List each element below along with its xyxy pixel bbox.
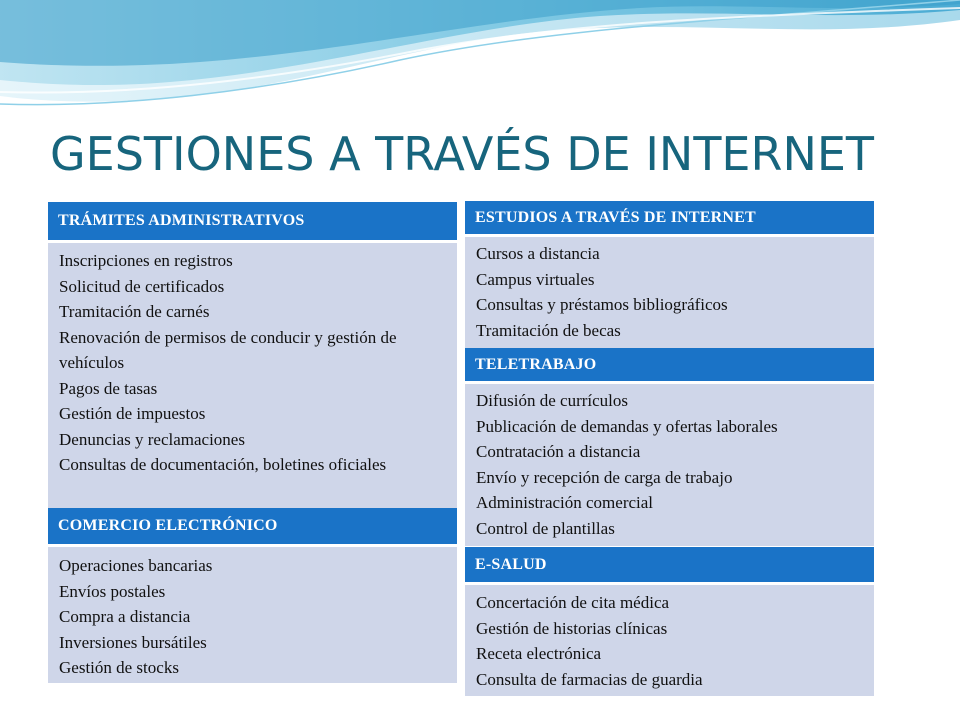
tramites-header: TRÁMITES ADMINISTRATIVOS [48,202,457,243]
estudios-list [465,237,874,348]
list-item: Campus virtuales [476,269,595,289]
list-item: Renovación de permisos de conducir y gestión de vehículos [59,327,397,372]
list-item: Receta electrónica [476,644,602,663]
esalud-section [465,547,874,696]
estudios-section [465,201,874,348]
esalud-list [465,585,874,696]
list-item: Concertación de cita médica [476,593,670,612]
list-item: Solicitud de certificados [59,276,225,296]
list-item: Operaciones bancarias [59,556,213,575]
list-item: Contratación a distancia [476,442,641,461]
comercio-list [48,547,457,683]
list-item: Consulta de farmacias de guardia [476,669,703,689]
teletrabajo-list [465,384,874,546]
teletrabajo-header: TELETRABAJO [465,348,874,384]
estudios-header: ESTUDIOS A TRAVÉS DE INTERNET [465,201,874,237]
list-item: Pagos de tasas [59,378,158,398]
list-item: Gestión de stocks [59,658,179,677]
teletrabajo-section [465,348,874,546]
list-item: Consultas y préstamos bibliográficos [476,295,728,314]
comercio-section [48,508,457,683]
list-item: Denuncias y reclamaciones [59,429,245,449]
page-title: GESTIONES A TRAVÉS DE INTERNET [50,127,875,181]
list-item: Envíos postales [59,581,166,601]
tramites-list [48,243,457,508]
esalud-header: E-SALUD [465,547,874,585]
list-item: Control de plantillas [476,518,615,538]
list-item: Inversiones bursátiles [59,632,207,652]
list-item: Compra a distancia [59,607,191,626]
list-item: Difusión de currículos [476,391,629,410]
list-item: Publicación de demandas y ofertas laborales [476,416,778,436]
list-item: Consultas de documentación, boletines oficiales [59,455,387,474]
list-item: Envío y recepción de carga de trabajo [476,467,733,487]
list-item: Gestión de impuestos [59,404,206,423]
list-item: Tramitación de carnés [59,302,210,321]
list-item: Tramitación de becas [476,320,621,340]
tramites-section [48,202,457,508]
wave-decoration [0,0,960,120]
list-item: Administración comercial [476,493,654,512]
list-item: Cursos a distancia [476,244,600,263]
comercio-header: COMERCIO ELECTRÓNICO [48,508,457,547]
list-item: Inscripciones en registros [59,251,233,270]
list-item: Gestión de historias clínicas [476,618,668,638]
